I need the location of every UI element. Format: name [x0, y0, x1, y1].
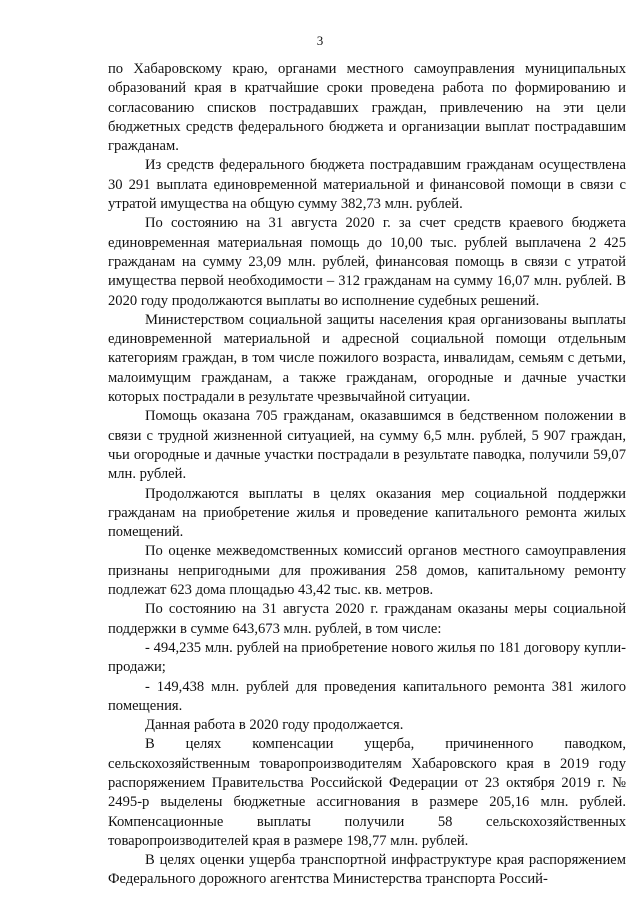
paragraph: Продолжаются выплаты в целях оказания мер социальной поддержки гражданам на приобретение жилья и проведение капитального ремонта жилых помещений.	[108, 485, 626, 541]
paragraph: Помощь оказана 705 гражданам, оказавшимся в бедственном положении в связи с трудной жизненной ситуацией, на сумму 6,5 млн. рублей, 5 907 граждан, чьи огородные и дачные участки пострадали в результате паводка, получили 59,07 млн. рублей.	[108, 408, 626, 483]
paragraph: - 149,438 млн. рублей для проведения капитального ремонта 381 жилого помещения.	[108, 678, 626, 714]
page-number: 3	[316, 33, 324, 48]
paragraph: Данная работа в 2020 году продолжается.	[145, 717, 404, 734]
paragraph: В целях оценки ущерба транспортной инфраструктуре края распоряжением Федерального дорожного агентства Министерства транспорта Россий-	[108, 852, 626, 888]
paragraph: Министерством социальной защиты населения края организованы выплаты единовременной материальной и адресной социальной помощи отдельным категориям граждан, в том числе пожилого возраста, инвалидам, семьям с детьми, малоимущим гражданам, а также гражданам, огородные и дачные участки которых пострадали в результате чрезвычайной ситуации.	[108, 311, 626, 406]
paragraph: В целях компенсации ущерба, причиненного паводком, сельскохозяйственным товаропроизводителям Хабаровского края в 2019 году распоряжением Правительства Российской Федерации от 23 октября 2019 г. № 2495-р выделены бюджетные ассигнования в размере 205,16 млн. рублей. Компенсационные выплаты получили 58 сельскохозяйственных товаропроизводителей края в размере 198,77 млн. рублей.	[108, 736, 626, 849]
paragraph: Из средств федерального бюджета пострадавшим гражданам осуществлена 30 291 выплата единовременной материальной и финансовой помощи в связи с утратой имущества на общую сумму 382,73 млн. рублей.	[108, 157, 626, 213]
paragraph: По состоянию на 31 августа 2020 г. гражданам оказаны меры социальной поддержки в сумме 643,673 млн. рублей, в том числе:	[108, 601, 626, 637]
paragraph: По состоянию на 31 августа 2020 г. за счет средств краевого бюджета единовременная материальная помощь до 10,00 тыс. рублей выплачена 2 425 гражданам на сумму 23,09 млн. рублей, финансовая помощь в связи с утратой имущества первой необходимости – 312 гражданам на сумму 16,07 млн. рублей. В 2020 году продолжаются выплаты во исполнение судебных решений.	[108, 215, 626, 309]
paragraph: По оценке межведомственных комиссий органов местного самоуправления признаны непригодными для проживания 258 домов, капитальному ремонту подлежат 623 дома площадью 43,42 тыс. кв. метров.	[108, 543, 626, 599]
paragraph: - 494,235 млн. рублей на приобретение нового жилья по 181 договору купли-продажи;	[108, 639, 626, 676]
paragraph: по Хабаровскому краю, органами местного самоуправления муниципальных образований края в кратчайшие сроки проведена работа по формированию и согласованию списков пострадавших граждан, привлечению на эти цели бюджетных средств федерального бюджета и организации выплат пострадавшим гражданам.	[108, 61, 626, 155]
document-body	[108, 60, 626, 890]
